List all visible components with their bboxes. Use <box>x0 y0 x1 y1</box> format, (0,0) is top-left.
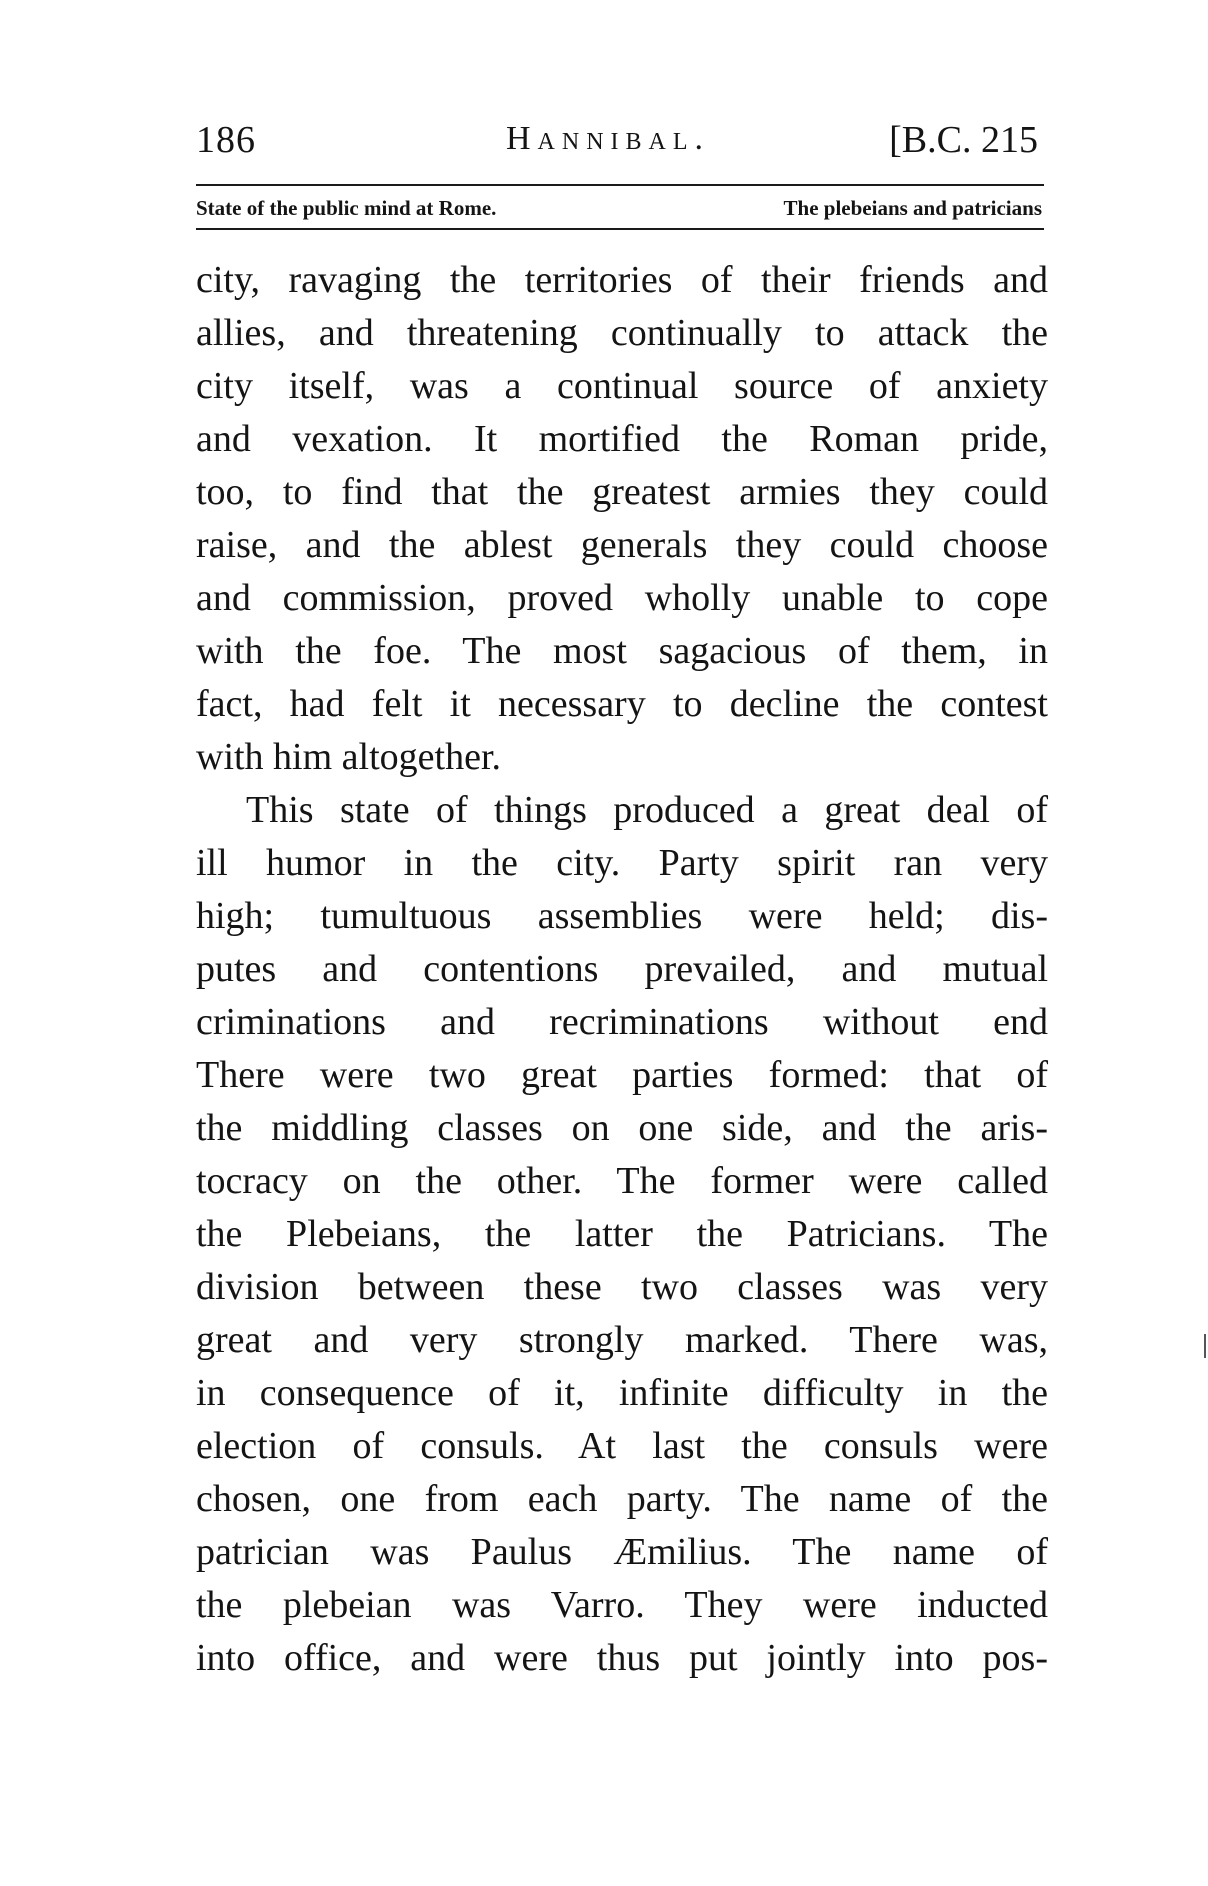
text-line: into office, and were thus put jointly into pos- <box>196 1637 1048 1679</box>
sidenotes <box>196 192 1044 226</box>
text-line: with the foe. The most sagacious of them, in <box>196 630 1048 672</box>
text-line: high; tumultuous assemblies were held; dis- <box>196 895 1048 937</box>
sidenote-right: The plebeians and patricians <box>783 196 1042 220</box>
text-line: raise, and the ablest generals they could choose <box>196 524 1048 566</box>
text-line: tocracy on the other. The former were called <box>196 1160 1048 1202</box>
text-line: great and very strongly marked. There was, <box>196 1319 1048 1361</box>
scan-margin-mark <box>1204 1334 1206 1358</box>
text-line: too, to find that the greatest armies they could <box>196 471 1048 513</box>
text-line: patrician was Paulus Æmilius. The name of <box>196 1531 1048 1573</box>
book-title: Hannibal. <box>506 120 711 157</box>
text-line: allies, and threatening continually to attack the <box>196 312 1048 354</box>
text-line: election of consuls. At last the consuls were <box>196 1425 1048 1467</box>
era-date: [B.C. 215 <box>889 119 1038 161</box>
text-line: criminations and recriminations without end <box>196 1001 1048 1043</box>
text-line: the Plebeians, the latter the Patricians. The <box>196 1213 1048 1255</box>
text-line: chosen, one from each party. The name of the <box>196 1478 1048 1520</box>
sidenote-left: State of the public mind at Rome. <box>196 196 497 220</box>
text-line: fact, had felt it necessary to decline the contest <box>196 683 1048 725</box>
text-line-paragraph-end: with him altogether. <box>196 736 502 778</box>
page-number: 186 <box>196 119 256 161</box>
text-line: There were two great parties formed: that of <box>196 1054 1048 1096</box>
text-line: ill humor in the city. Party spirit ran very <box>196 842 1048 884</box>
text-line: putes and contentions prevailed, and mutual <box>196 948 1048 990</box>
text-line: division between these two classes was very <box>196 1266 1048 1308</box>
text-line: and commission, proved wholly unable to cope <box>196 577 1048 619</box>
text-line: city, ravaging the territories of their friends and <box>196 259 1048 301</box>
text-line: the plebeian was Varro. They were inducted <box>196 1584 1048 1626</box>
text-line: in consequence of it, infinite difficulty in the <box>196 1372 1048 1414</box>
text-line: the middling classes on one side, and the aris- <box>196 1107 1048 1149</box>
running-head <box>196 112 1044 172</box>
header-rule-bottom <box>196 228 1044 230</box>
text-line: and vexation. It mortified the Roman pride, <box>196 418 1048 460</box>
body-text <box>196 254 1048 1685</box>
text-line-paragraph-start: This state of things produced a great deal of <box>246 789 1048 831</box>
text-line: city itself, was a continual source of anxiety <box>196 365 1048 407</box>
header-rule-top <box>196 184 1044 186</box>
